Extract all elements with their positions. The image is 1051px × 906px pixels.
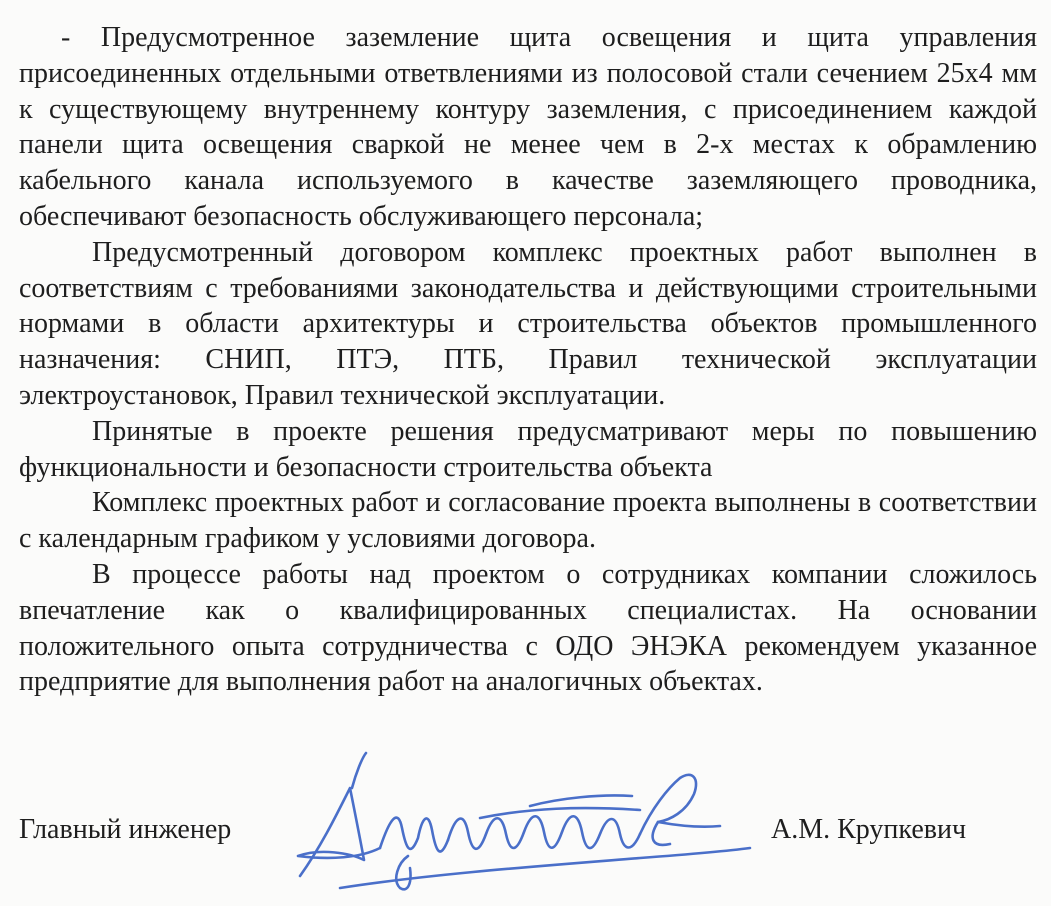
paragraph-schedule: Комплекс проектных работ и согласование проекта выполнены в соответствии с календарным графиком у условиями договора. <box>19 487 1037 555</box>
signature-row <box>19 812 1019 852</box>
paragraph-decisions: Принятые в проекте решения предусматривают меры по повышению функциональности и безопасности строительства объекта <box>19 415 1037 483</box>
signer-title: Главный инженер <box>19 814 232 845</box>
paragraph-recommendation: В процессе работы над проектом о сотрудниках компании сложилось впечатление как о квалифицированных специалистах. На основании положительного опыта сотрудничества с ОДО ЭНЭКА рекомендуем указанное предприятие для выполнения работ на аналогичных объектах. <box>19 558 1037 698</box>
letter-body <box>19 20 1037 700</box>
paragraph-grounding: - Предусмотренное заземление щита освещения и щита управления присоединенных отдельными ответвлениями из полосовой стали сечением 25х4 мм к существующему внутреннему контуру заземления, с присоединением каждой панели щита освещения сваркой не менее чем в 2-х местах к обрамлению кабельного канала используемого в качестве заземляющего проводника, обеспечивают безопасность обслуживающего персонала; <box>19 22 1037 232</box>
paragraph-design-compliance: Предусмотренный договором комплекс проектных работ выполнен в соответствиям с требованиями законодательства и действующими строительными нормами в области архитектуры и строительства объектов промышленного назначения: СНИП, ПТЭ, ПТБ, Правил технической эксплуатации электроустановок, Правил технической эксплуатации. <box>19 236 1037 411</box>
signer-name: А.М. Крупкевич <box>771 814 967 845</box>
